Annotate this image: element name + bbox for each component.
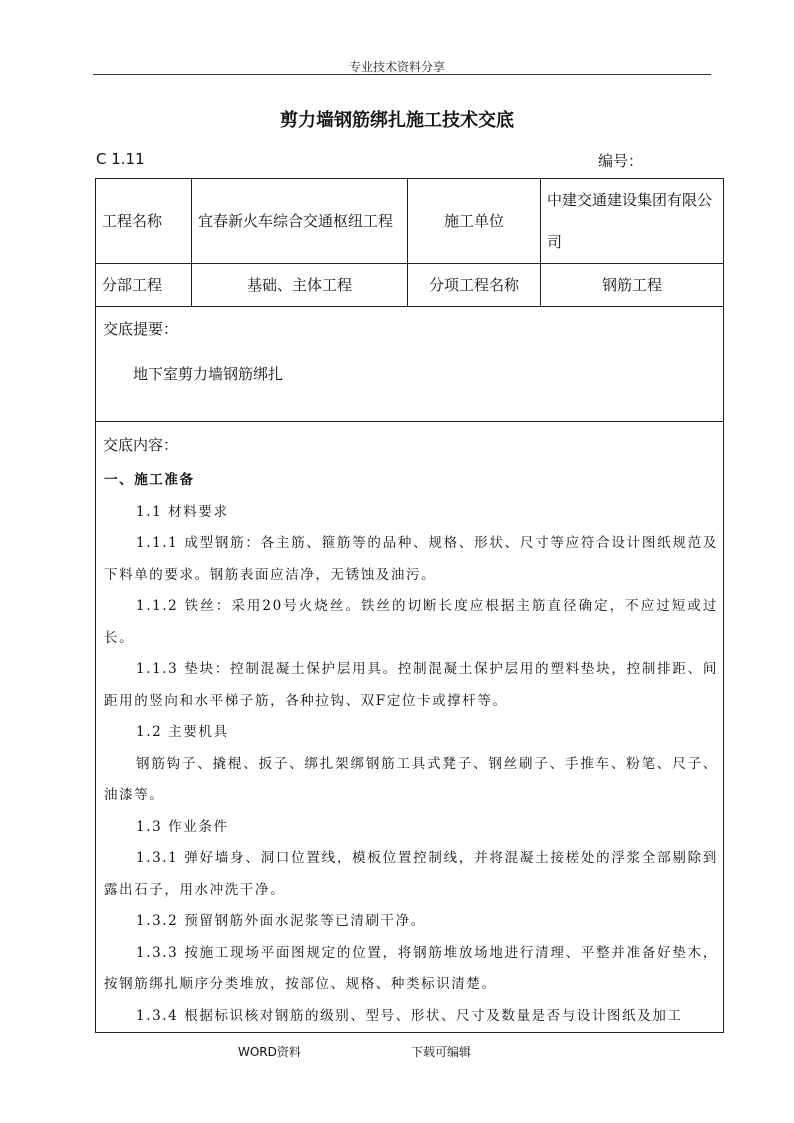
section-heading: 一、施工准备 bbox=[104, 472, 195, 488]
subitem-label: 分项工程名称 bbox=[408, 264, 541, 307]
document-number-label: 编号： bbox=[598, 152, 644, 170]
paragraph: 钢筋钩子、撬棍、扳子、绑扎架绑钢筋工具式凳子、钢丝刷子、手推车、粉笔、尺子、油漆等。 bbox=[104, 755, 718, 803]
summary-cell bbox=[96, 307, 724, 422]
footer-right: 下载可编辑 bbox=[411, 1045, 472, 1059]
subsection-heading: 1.2 主要机具 bbox=[136, 724, 229, 740]
summary-value: 地下室剪力墙钢筋绑扎 bbox=[133, 365, 284, 383]
table-row bbox=[96, 179, 724, 264]
paragraph: 1.1.3 垫块：控制混凝土保护层用具。控制混凝土保护层用的塑料垫块，控制排距、间距用的竖向和水平梯子筋，各种拉钩、双F定位卡或撑杆等。 bbox=[104, 661, 718, 709]
document-code: C 1.11 bbox=[96, 150, 145, 168]
content-label: 交底内容： bbox=[103, 436, 179, 454]
project-name-value: 宜春新火车综合交通枢纽工程 bbox=[192, 179, 408, 264]
page-header: 专业技术资料分享 bbox=[348, 60, 445, 74]
paragraph: 1.3.4 根据标识核对钢筋的级别、型号、形状、尺寸及数量是否与设计图纸及加工 bbox=[136, 1007, 683, 1024]
paragraph: 1.1.1 成型钢筋：各主筋、箍筋等的品种、规格、形状、尺寸等应符合设计图纸规范及下料单的要求。钢筋表面应洁净，无锈蚀及油污。 bbox=[104, 535, 718, 583]
contractor-value: 中建交通建设集团有限公司 bbox=[541, 179, 724, 264]
table-row bbox=[96, 307, 724, 422]
content-cell bbox=[96, 422, 724, 1033]
paragraph: 1.3.2 预留钢筋外面水泥浆等已清刷干净。 bbox=[136, 913, 426, 929]
division-label: 分部工程 bbox=[96, 264, 192, 307]
header-rule bbox=[93, 74, 711, 75]
subsection-heading: 1.1 材料要求 bbox=[136, 503, 229, 520]
table-row bbox=[96, 422, 724, 1033]
disclosure-table bbox=[95, 178, 724, 1033]
subsection-heading: 1.3 作业条件 bbox=[136, 818, 229, 835]
paragraph: 1.3.3 按施工现场平面图规定的位置，将钢筋堆放场地进行清理、平整并准备好垫木，按钢筋绑扎顺序分类堆放，按部位、规格、种类标识清楚。 bbox=[104, 944, 718, 992]
content-body bbox=[104, 465, 718, 1032]
division-value: 基础、主体工程 bbox=[192, 264, 408, 307]
paragraph: 1.1.2 铁丝：采用20号火烧丝。铁丝的切断长度应根据主筋直径确定，不应过短或过长。 bbox=[104, 598, 718, 646]
footer-left: WORD资料 bbox=[238, 1045, 301, 1059]
summary-label: 交底提要： bbox=[103, 320, 179, 338]
project-name-label: 工程名称 bbox=[96, 179, 192, 264]
table-row bbox=[96, 264, 724, 307]
paragraph: 1.3.1 弹好墙身、洞口位置线，模板位置控制线，并将混凝土接槎处的浮浆全部剔除到露出石子，用水冲洗干净。 bbox=[104, 850, 718, 898]
subitem-value: 钢筋工程 bbox=[541, 264, 724, 307]
contractor-label: 施工单位 bbox=[408, 179, 541, 264]
document-title: 剪力墙钢筋绑扎施工技术交底 bbox=[280, 110, 514, 131]
